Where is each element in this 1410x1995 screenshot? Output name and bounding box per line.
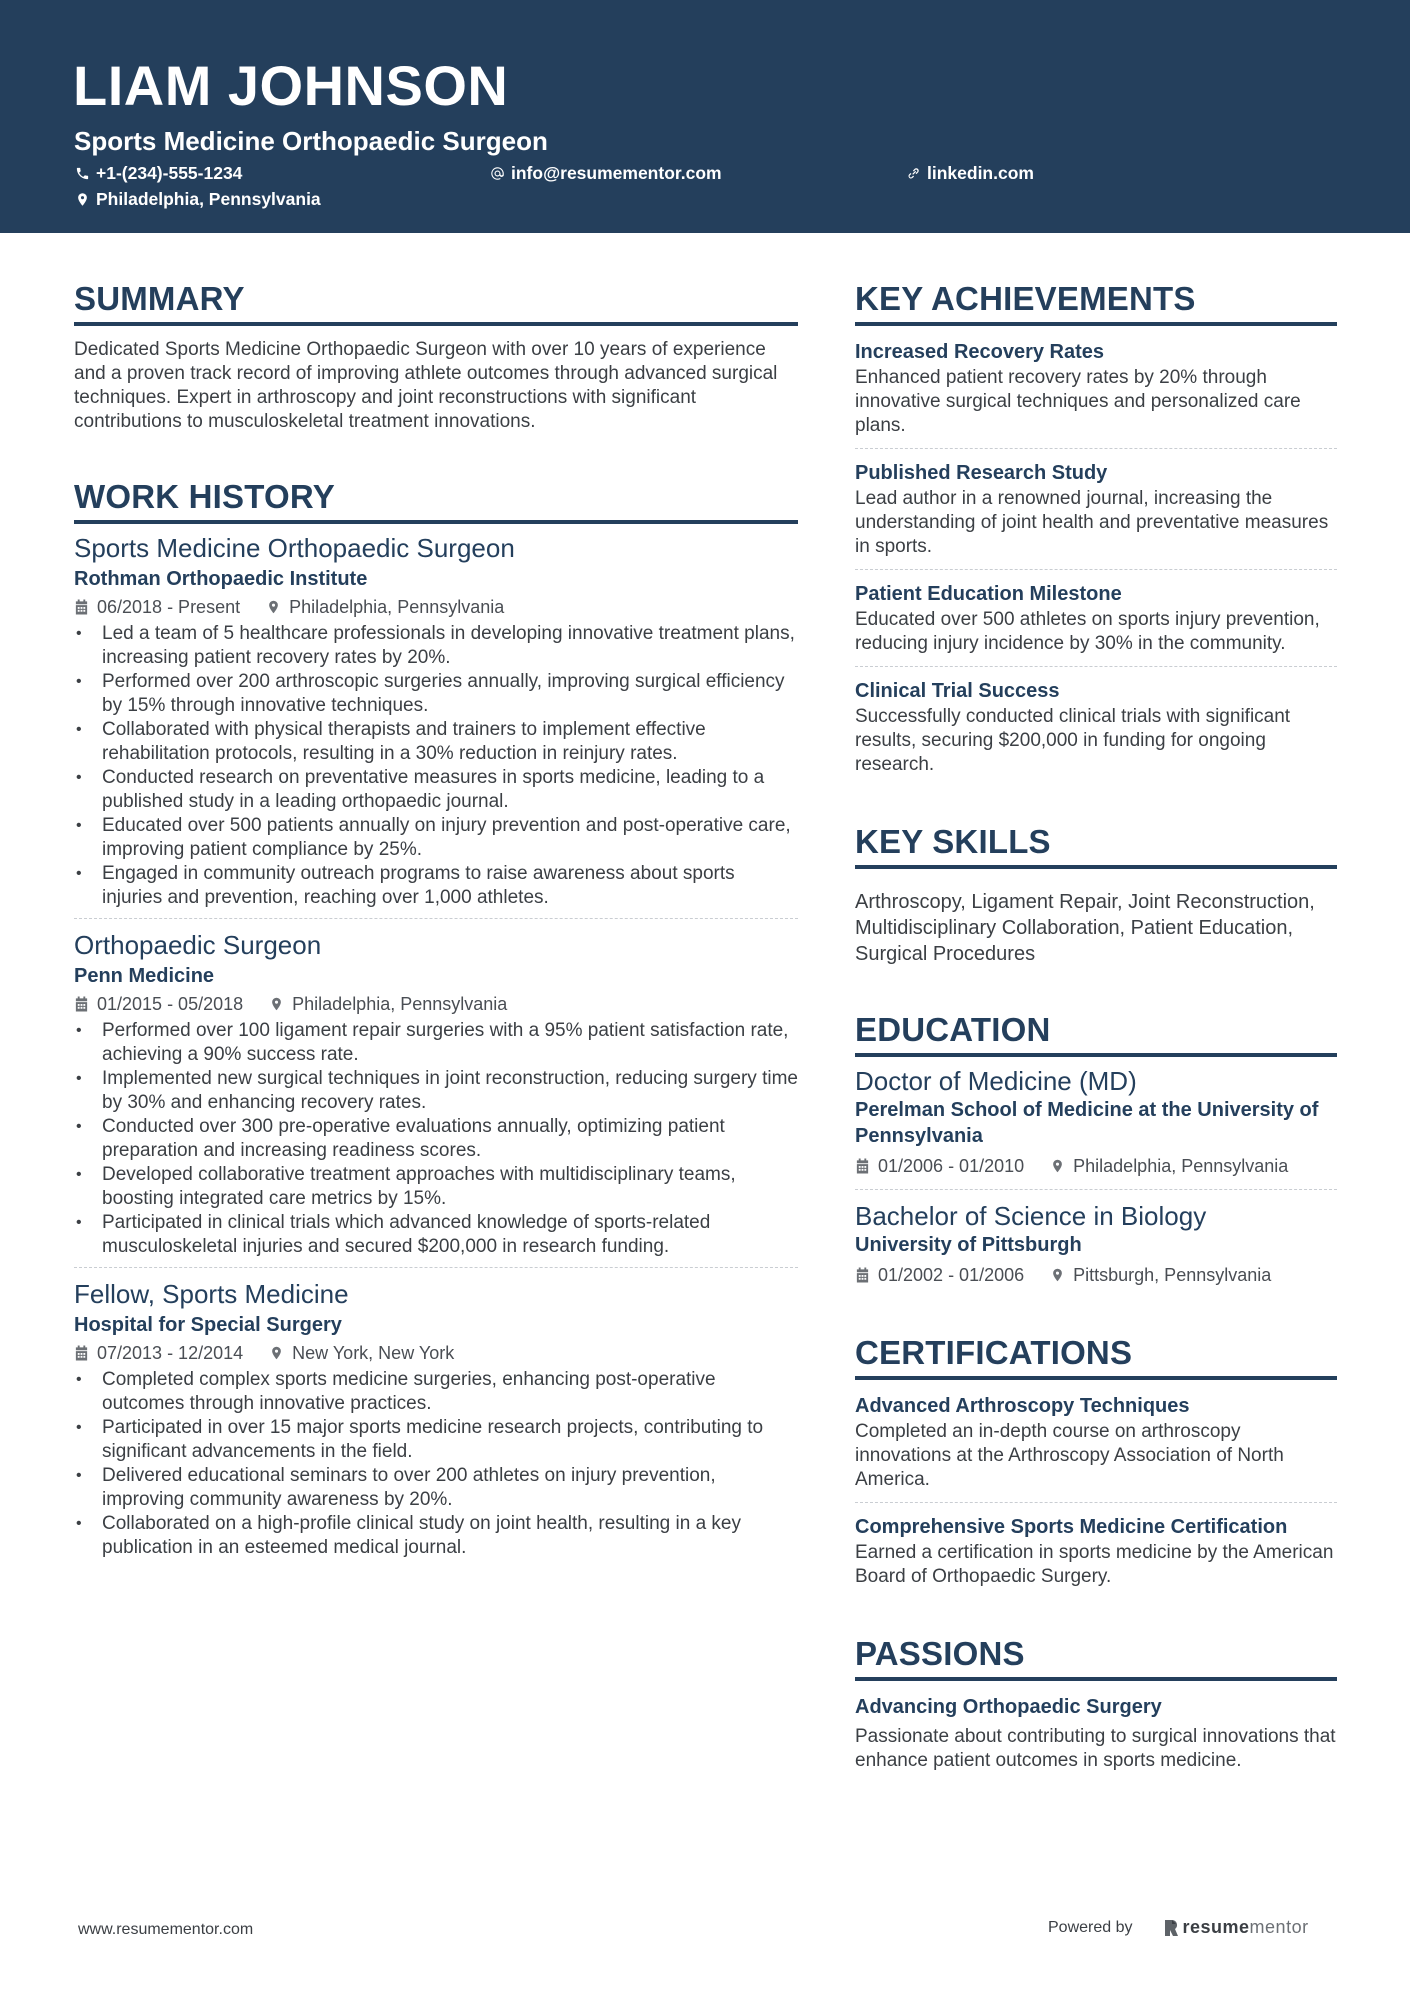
- achievement-desc: Enhanced patient recovery rates by 20% through innovative surgical techniques and personalized care plans.: [855, 366, 1301, 436]
- achievement-title: Published Research Study: [855, 461, 1108, 484]
- job-bullet: • Participated in over 15 major sports medicine research projects, contributing to significant advancements in the field.: [74, 1416, 798, 1464]
- work-history-section: [74, 478, 798, 1568]
- education-dates: [855, 1153, 1024, 1179]
- education-location: [1050, 1153, 1288, 1179]
- job-organization: Rothman Orthopaedic Institute: [74, 567, 368, 590]
- job-entry: [74, 918, 798, 1267]
- education-heading: EDUCATION: [855, 1011, 1337, 1057]
- job-entry: [74, 532, 798, 918]
- resumementor-logo[interactable]: [1163, 1917, 1309, 1938]
- left-column: [74, 280, 798, 1604]
- education-meta: [855, 1262, 1337, 1288]
- job-dates: [74, 1340, 243, 1366]
- skills-list: Arthroscopy, Ligament Repair, Joint Reconstruction, Multidisciplinary Collaboration, Patient Education, Surgical Procedures: [855, 890, 1315, 965]
- job-bullet: • Implemented new surgical techniques in joint reconstruction, reducing surgery time by 30% and enhancing recovery rates.: [74, 1067, 798, 1115]
- achievement-desc: Successfully conducted clinical trials with significant results, securing $200,000 in funding for ongoing research.: [855, 705, 1291, 775]
- education-dates: [855, 1262, 1024, 1288]
- contact-phone: [75, 165, 242, 183]
- job-bullets: [74, 622, 798, 910]
- resume-header: [0, 0, 1410, 233]
- calendar-icon: [855, 1158, 870, 1174]
- right-column: [855, 280, 1337, 1819]
- contact-location: [75, 191, 321, 209]
- certification-item: [855, 1502, 1337, 1599]
- contact-linkedin[interactable]: [906, 165, 1034, 183]
- summary-heading: SUMMARY: [74, 280, 798, 326]
- work-history-heading: WORK HISTORY: [74, 478, 798, 524]
- certification-desc: Completed an in-depth course on arthroscopy innovations at the Arthroscopy Association of North America.: [855, 1420, 1284, 1490]
- job-dates-text: 07/2013 - 12/2014: [97, 1342, 244, 1363]
- email-link[interactable]: info@resumementor.com: [511, 163, 722, 183]
- phone-icon: [75, 166, 90, 181]
- achievement-desc: Lead author in a renowned journal, increasing the understanding of joint health and preventative measures in sports.: [855, 487, 1329, 557]
- job-bullet: • Developed collaborative treatment approaches with multidisciplinary teams, boosting integrated care metrics by 15%.: [74, 1163, 798, 1211]
- job-bullet: • Participated in clinical trials which advanced knowledge of sports-related musculoskeletal injuries and secured $200,000 in research funding.: [74, 1211, 798, 1259]
- job-location-text: New York, New York: [292, 1342, 455, 1363]
- job-meta: [74, 1340, 798, 1366]
- achievements-heading: KEY ACHIEVEMENTS: [855, 280, 1337, 326]
- at-icon: [490, 166, 505, 181]
- candidate-name: LIAM JOHNSON: [73, 54, 509, 117]
- education-section: [855, 1011, 1337, 1298]
- passion-title: Advancing Orthopaedic Surgery: [855, 1695, 1162, 1718]
- footer-powered-by: [1048, 1917, 1309, 1938]
- achievement-item: [855, 666, 1337, 787]
- job-location-text: Philadelphia, Pennsylvania: [292, 993, 508, 1014]
- job-bullets: [74, 1019, 798, 1259]
- powered-by-label: Powered by: [1048, 1918, 1133, 1936]
- location-pin-icon: [75, 192, 90, 207]
- education-dates-text: 01/2002 - 01/2006: [878, 1264, 1025, 1285]
- achievement-desc: Educated over 500 athletes on sports injury prevention, reducing injury incidence by 30% in the community.: [855, 608, 1320, 654]
- passion-desc: Passionate about contributing to surgical innovations that enhance patient outcomes in sports medicine.: [855, 1725, 1336, 1771]
- job-dates: [74, 991, 243, 1017]
- location-pin-icon: [1050, 1158, 1065, 1174]
- job-bullet: • Performed over 200 arthroscopic surgeries annually, improving surgical efficiency by 15% through innovative techniques.: [74, 670, 798, 718]
- job-bullet: • Conducted research on preventative measures in sports medicine, leading to a published study in a leading orthopaedic journal.: [74, 766, 798, 814]
- calendar-icon: [74, 599, 89, 615]
- location-pin-icon: [266, 599, 281, 615]
- job-bullet: • Conducted over 300 pre-operative evaluations annually, optimizing patient preparation and increasing readiness scores.: [74, 1115, 798, 1163]
- education-location-text: Pittsburgh, Pennsylvania: [1073, 1264, 1272, 1285]
- location-pin-icon: [269, 1345, 284, 1361]
- job-organization: Hospital for Special Surgery: [74, 1313, 342, 1336]
- education-location: [1050, 1262, 1271, 1288]
- job-dates-text: 01/2015 - 05/2018: [97, 993, 244, 1014]
- phone-text: +1-(234)-555-1234: [96, 163, 243, 183]
- education-dates-text: 01/2006 - 01/2010: [878, 1155, 1025, 1176]
- achievement-item: [855, 338, 1337, 448]
- job-bullet: • Collaborated on a high-profile clinical study on joint health, resulting in a key publication in an esteemed medical journal.: [74, 1512, 798, 1560]
- job-title: Orthopaedic Surgeon: [74, 929, 322, 960]
- location-pin-icon: [1050, 1267, 1065, 1283]
- achievement-title: Clinical Trial Success: [855, 679, 1060, 702]
- job-organization: Penn Medicine: [74, 964, 215, 987]
- job-location: [266, 594, 504, 620]
- achievement-item: [855, 448, 1337, 569]
- education-school: Perelman School of Medicine at the University of Pennsylvania: [855, 1098, 1319, 1147]
- job-bullet: • Collaborated with physical therapists and trainers to implement effective rehabilitation protocols, resulting in a 30% reduction in reinjury rates.: [74, 718, 798, 766]
- link-icon: [906, 166, 921, 181]
- summary-text: Dedicated Sports Medicine Orthopaedic Surgeon with over 10 years of experience and a proven track record of improving athlete outcomes through advanced surgical techniques. Expert in arthroscopy and joint reconstructions with significant contributions to musculoskeletal treatment innovations.: [74, 338, 778, 432]
- resumementor-logo-icon: [1163, 1918, 1179, 1938]
- footer-website[interactable]: www.resumementor.com: [78, 1921, 254, 1938]
- achievement-title: Increased Recovery Rates: [855, 340, 1105, 363]
- certification-desc: Earned a certification in sports medicine by the American Board of Orthopaedic Surgery.: [855, 1541, 1334, 1587]
- job-bullet: • Performed over 100 ligament repair surgeries with a 95% patient satisfaction rate, achieving a 90% success rate.: [74, 1019, 798, 1067]
- calendar-icon: [74, 1345, 89, 1361]
- job-bullet: • Led a team of 5 healthcare professionals in developing innovative treatment plans, increasing patient recovery rates by 20%.: [74, 622, 798, 670]
- job-bullets: [74, 1368, 798, 1560]
- education-location-text: Philadelphia, Pennsylvania: [1073, 1155, 1289, 1176]
- candidate-title: Sports Medicine Orthopaedic Surgeon: [74, 126, 548, 156]
- achievement-title: Patient Education Milestone: [855, 582, 1122, 605]
- education-item: [855, 1065, 1337, 1189]
- passions-section: [855, 1635, 1337, 1783]
- job-bullet: • Completed complex sports medicine surgeries, enhancing post-operative outcomes through innovative practices.: [74, 1368, 798, 1416]
- job-bullet: • Delivered educational seminars to over 200 athletes on injury prevention, improving community awareness by 20%.: [74, 1464, 798, 1512]
- education-item: [855, 1189, 1337, 1298]
- calendar-icon: [855, 1267, 870, 1283]
- location-pin-icon: [269, 996, 284, 1012]
- job-title: Fellow, Sports Medicine: [74, 1278, 349, 1309]
- job-meta: [74, 594, 798, 620]
- brand-bold: resume: [1182, 1917, 1250, 1937]
- education-meta: [855, 1153, 1337, 1179]
- calendar-icon: [74, 996, 89, 1012]
- passions-heading: PASSIONS: [855, 1635, 1337, 1681]
- job-dates: [74, 594, 240, 620]
- skills-section: [855, 823, 1337, 967]
- education-school: University of Pittsburgh: [855, 1233, 1082, 1256]
- job-entry: [74, 1267, 798, 1568]
- education-degree: Bachelor of Science in Biology: [855, 1200, 1207, 1231]
- achievement-item: [855, 569, 1337, 666]
- certification-title: Advanced Arthroscopy Techniques: [855, 1394, 1190, 1417]
- job-meta: [74, 991, 798, 1017]
- job-dates-text: 06/2018 - Present: [97, 596, 241, 617]
- skills-heading: KEY SKILLS: [855, 823, 1337, 869]
- job-bullet: • Engaged in community outreach programs to raise awareness about sports injuries and prevention, reaching over 1,000 athletes.: [74, 862, 798, 910]
- brand-light: mentor: [1249, 1917, 1309, 1937]
- linkedin-link[interactable]: linkedin.com: [927, 163, 1034, 183]
- passion-item: [855, 1693, 1337, 1783]
- certification-title: Comprehensive Sports Medicine Certification: [855, 1515, 1288, 1538]
- location-text: Philadelphia, Pennsylvania: [96, 189, 321, 209]
- certification-item: [855, 1392, 1337, 1502]
- job-bullet: • Educated over 500 patients annually on injury prevention and post-operative care, improving patient compliance by 25%.: [74, 814, 798, 862]
- job-title: Sports Medicine Orthopaedic Surgeon: [74, 532, 515, 563]
- education-degree: Doctor of Medicine (MD): [855, 1065, 1137, 1096]
- job-location-text: Philadelphia, Pennsylvania: [289, 596, 505, 617]
- summary-section: [74, 280, 798, 434]
- contact-email[interactable]: [490, 165, 722, 183]
- job-location: [269, 1340, 454, 1366]
- job-location: [269, 991, 507, 1017]
- achievements-section: [855, 280, 1337, 787]
- certifications-heading: CERTIFICATIONS: [855, 1334, 1337, 1380]
- certifications-section: [855, 1334, 1337, 1599]
